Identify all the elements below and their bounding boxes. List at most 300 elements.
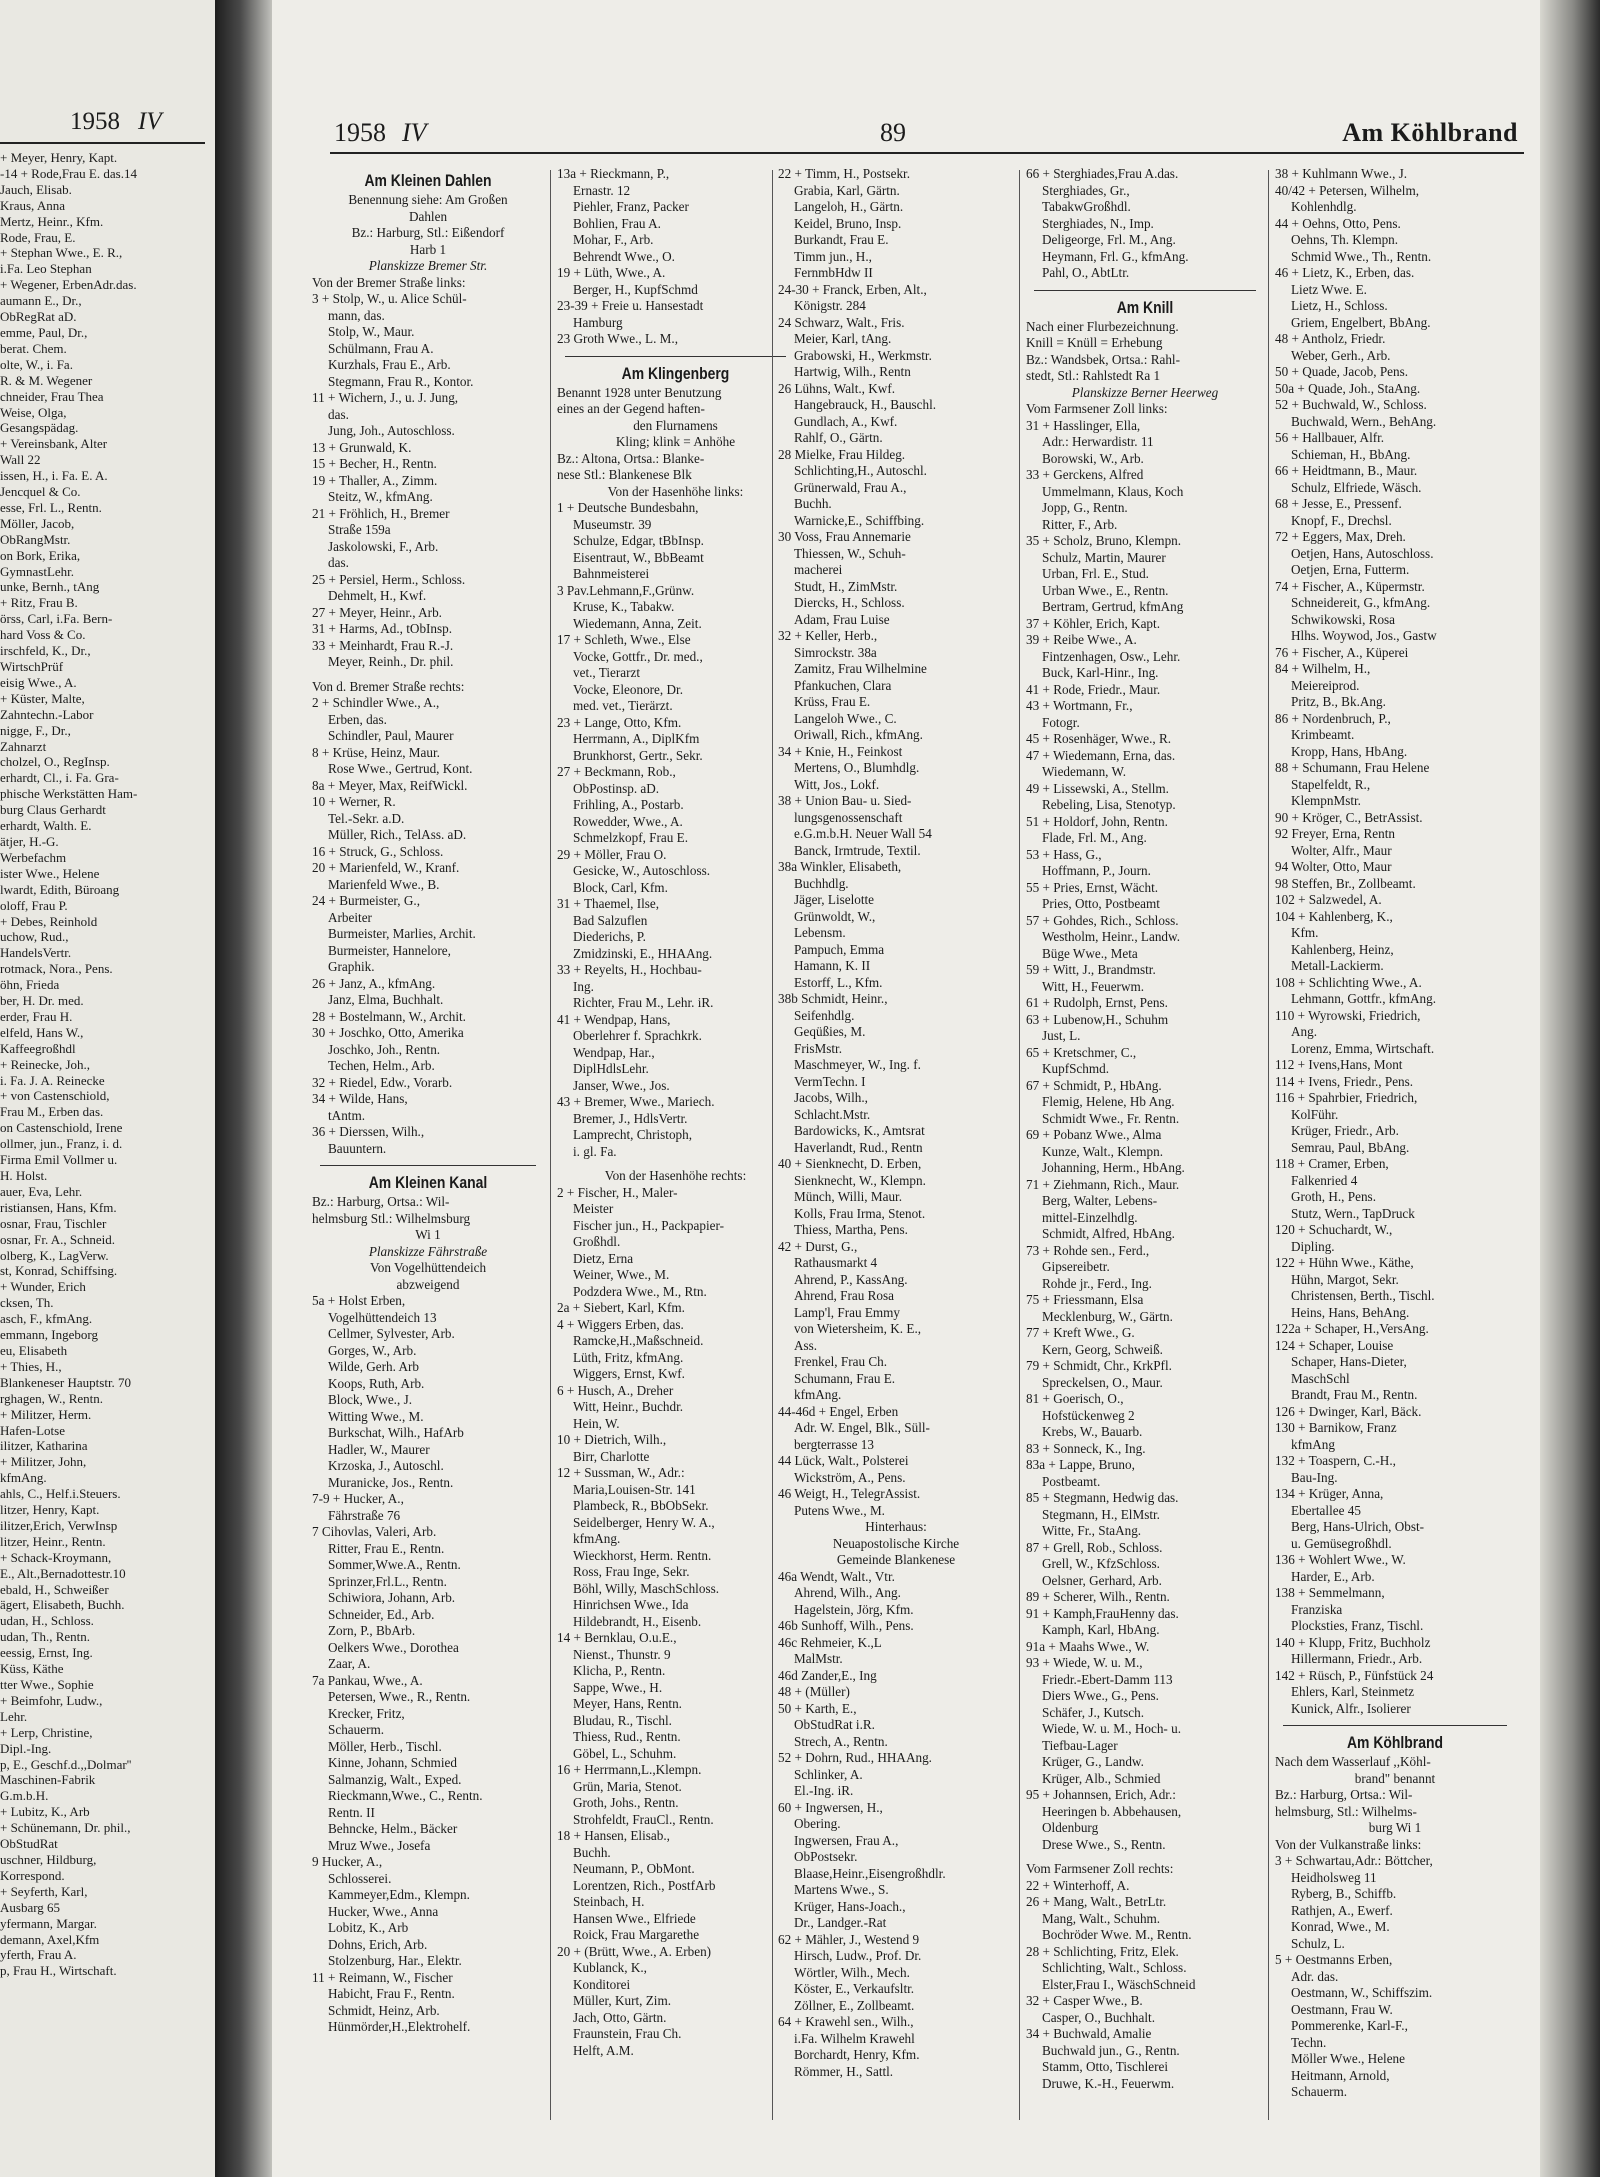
directory-line: 31 + Harms, Ad., tObInsp. (312, 621, 453, 636)
directory-line: 91 + Kamph,FrauHenny das. (1026, 1605, 1179, 1621)
adjacent-page-line: Lehr. (0, 1708, 28, 1724)
resident-entry: macherei (794, 562, 843, 577)
resident-entry: Ross, Frau Inge, Sekr. (573, 1564, 690, 1579)
directory-line: 24 + Burmeister, G., (312, 893, 420, 908)
resident-entry: Habicht, Frau F., Rentn. (328, 1986, 455, 2001)
adjacent-page-line: Ausbarg 65 (0, 1899, 61, 1915)
resident-entry: Hoffmann, P., Journ. (1042, 863, 1151, 878)
resident-entry: Frenkel, Frau Ch. (794, 1354, 888, 1369)
directory-line: 33 + Meinhardt, Frau R.-J. (312, 637, 454, 653)
resident-entry: Kublanck, K., (573, 1960, 647, 1975)
resident-entry: Dipling. (1291, 1238, 1335, 1254)
resident-entry: Jaskolowski, F., Arb. (328, 538, 439, 554)
resident-entry: Müller, Kurt, Zim. (573, 1993, 671, 2008)
directory-line: 73 + Rohde sen., Ferd., (1026, 1242, 1150, 1258)
resident-entry: Fintzenhagen, Osw., Lehr. (1042, 648, 1181, 664)
resident-entry: Grünerwald, Frau A., (794, 479, 907, 495)
resident-entry: Witt, Heinr., Buchdr. (573, 1399, 684, 1414)
adjacent-page-line: + Lerp, Christine, (0, 1724, 93, 1740)
resident-entry: Urban, Frl. E., Stud. (1042, 566, 1149, 581)
adjacent-page-line: unke, Bernh., tAng (0, 579, 100, 595)
resident-entry: Adr. W. Engel, Blk., Süll- (794, 1420, 930, 1435)
resident-entry: Martens Wwe., S. (794, 1882, 889, 1897)
adjacent-page-line: ollmer, jun., Franz, i. d. (0, 1136, 123, 1152)
resident-entry: Dehmelt, H., Kwf. (328, 588, 427, 603)
resident-entry: Herrmann, A., DiplKfm (573, 731, 700, 746)
adjacent-page-line: phische Werkstätten Ham- (0, 786, 138, 802)
adjacent-page-line: berat. Chem. (0, 340, 67, 356)
directory-line: 44 Lück, Walt., Polsterei (778, 1453, 909, 1468)
resident-entry: Behrendt Wwe., O. (573, 248, 675, 264)
directory-line: 15 + Becher, H., Rentn. (312, 456, 437, 471)
resident-entry: Krüger, G., Landw. (1042, 1754, 1144, 1769)
adjacent-page-line: ahls, C., Helf.i.Steuers. (0, 1486, 121, 1502)
adjacent-page-line: + Militzer, Herm. (0, 1406, 92, 1422)
resident-entry: Witt, Jos., Lokf. (794, 776, 880, 792)
directory-line: 74 + Fischer, A., Küpermstr. (1275, 578, 1425, 594)
resident-entry: TabakwGroßhdl. (1042, 199, 1131, 214)
directory-line: Harb 1 (409, 241, 447, 257)
resident-entry: Griem, Engelbert, BbAng. (1291, 314, 1431, 330)
resident-entry: Rentn. II (328, 1804, 375, 1820)
directory-line: Nach einer Flurbezeichnung. (1026, 318, 1179, 334)
directory-line: Gemeinde Blankenese (836, 1552, 956, 1567)
directory-line: 63 + Lubenow,H., Schuhm (1026, 1011, 1169, 1027)
directory-line: 75 + Friessmann, Elsa (1026, 1292, 1144, 1307)
resident-entry: Grünwoldt, W., (794, 908, 876, 924)
directory-line: 39 + Reibe Wwe., A. (1026, 632, 1137, 647)
adjacent-page-line: Maschinen-Fabrik (0, 1772, 96, 1788)
directory-line: 130 + Barnikow, Franz (1275, 1420, 1397, 1435)
directory-line: 23 Groth Wwe., L. M., (557, 331, 678, 346)
resident-entry: Obering. (794, 1816, 841, 1831)
adjacent-page-line: irschfeld, K., Dr., (0, 643, 91, 659)
resident-entry: ObPostsekr. (794, 1849, 858, 1864)
adjacent-page-line: demann, Axel,Kfm (0, 1931, 100, 1947)
resident-entry: Mertens, O., Blumhdlg. (794, 760, 920, 775)
resident-entry: Hamann, K. II (794, 958, 871, 973)
plan-sketch-note: Planskizze Berner Heerweg (1071, 384, 1219, 400)
resident-entry: Blaase,Heinr.,Eisengroßhdlr. (794, 1865, 946, 1881)
resident-entry: Ahrend, Frau Rosa (794, 1288, 894, 1303)
resident-entry: Kahlenberg, Heinz, (1291, 941, 1394, 957)
resident-entry: Krecker, Fritz, (328, 1705, 405, 1721)
adjacent-page-line: + Schünemann, Dr. phil., (0, 1820, 131, 1836)
resident-entry: Schmidt, Heinz, Arb. (328, 2002, 440, 2018)
directory-line: 12 + Sussman, W., Adr.: (557, 1465, 685, 1480)
directory-line: 13a + Rieckmann, P., (557, 166, 670, 181)
directory-line: 92 Freyer, Erna, Rentn (1275, 826, 1395, 841)
column-3 (778, 166, 1014, 2080)
resident-entry: Metall-Lackierm. (1291, 958, 1384, 973)
directory-line: 10 + Werner, R. (312, 794, 396, 809)
directory-line: 51 + Holdorf, John, Rentn. (1026, 813, 1168, 829)
resident-entry: Schmid Wwe., Th., Rentn. (1291, 248, 1432, 264)
plan-sketch-note: Planskizze Fährstraße (368, 1243, 488, 1259)
directory-line: 40 + Sienknecht, D. Erben, (778, 1156, 922, 1171)
directory-line: 48 + Antholz, Friedr. (1275, 331, 1386, 346)
resident-entry: Hlhs. Woywod, Jos., Gastw (1291, 628, 1437, 643)
directory-line: 50 + Karth, E., (778, 1700, 857, 1716)
adjacent-page-line: ätjer, H.-G. (0, 833, 59, 849)
directory-line: 46d Zander,E., Ing (778, 1667, 877, 1683)
resident-entry: Nienst., Thunstr. 9 (573, 1646, 671, 1662)
adjacent-page-line: -14 + Rode,Frau E. das.14 (0, 165, 137, 181)
adjacent-page-line: uchow, Rud., (0, 929, 69, 945)
resident-entry: Berger, H., KupfSchmd (573, 281, 698, 297)
adjacent-page-line: + Wunder, Erich (0, 1279, 86, 1295)
resident-entry: Rathjen, A., Ewerf. (1291, 1902, 1393, 1918)
resident-entry: mann, das. (328, 307, 385, 323)
adjacent-page-line: p, E., Geschf.d.,,Dolmar'' (0, 1756, 132, 1772)
resident-entry: Berg, Hans-Ulrich, Obst- (1291, 1519, 1425, 1534)
directory-line: 10 + Dietrich, Wilh., (557, 1432, 667, 1447)
resident-entry: Fischer jun., H., Packpapier- (573, 1217, 724, 1233)
resident-entry: Diers Wwe., G., Pens. (1042, 1688, 1159, 1703)
resident-entry: Mruz Wwe., Josefa (328, 1837, 431, 1853)
resident-entry: Maria,Louisen-Str. 141 (573, 1481, 696, 1497)
resident-entry: Buck, Karl-Hinr., Ing. (1042, 665, 1159, 680)
resident-entry: Wilde, Gerh. Arb (328, 1359, 420, 1374)
resident-entry: KlempnMstr. (1291, 793, 1361, 808)
directory-line: 59 + Witt, J., Brandmstr. (1026, 962, 1156, 977)
resident-entry: Bahnmeisterei (573, 566, 650, 581)
resident-entry: KolFühr. (1291, 1106, 1339, 1122)
directory-line: 86 + Nordenbruch, P., (1275, 710, 1391, 726)
directory-line: 2a + Siebert, Karl, Kfm. (557, 1300, 685, 1315)
resident-entry: Wolter, Alfr., Maur (1291, 842, 1392, 858)
directory-line: 24-30 + Franck, Erben, Alt., (778, 281, 927, 297)
resident-entry: Bardowicks, K., Amtsrat (794, 1123, 925, 1138)
resident-entry: Müller, Rich., TelAss. aD. (328, 827, 467, 842)
directory-line: 52 + Buchwald, W., Schloss. (1275, 397, 1427, 412)
resident-entry: Rieckmann,Wwe., C., Rentn. (328, 1788, 483, 1803)
directory-line: 122a + Schaper, H.,VersAng. (1275, 1321, 1429, 1336)
directory-line: 44 + Oehns, Otto, Pens. (1275, 215, 1401, 231)
adjacent-page-line: Frau M., Erben das. (0, 1104, 104, 1120)
directory-line: 9 Hucker, A., (312, 1854, 383, 1869)
resident-entry: Techn. (1291, 2034, 1327, 2050)
resident-entry: Westholm, Heinr., Landw. (1042, 929, 1180, 944)
directory-line: Neuapostolische Kirche (832, 1535, 960, 1551)
resident-entry: Graphik. (328, 959, 375, 974)
directory-line: 14 + Bernklau, O.u.E., (557, 1630, 677, 1645)
directory-line: 28 + Bostelmann, W., Archit. (312, 1008, 466, 1024)
resident-entry: Warnicke,E., Schiffbing. (794, 512, 925, 528)
resident-entry: Buchwald jun., G., Rentn. (1042, 2042, 1180, 2058)
adjacent-page-line: öhn, Frieda (0, 977, 60, 993)
directory-line: 83a + Lappe, Bruno, (1026, 1457, 1135, 1472)
directory-line: Von d. Bremer Straße rechts: (312, 678, 465, 694)
directory-line: 46 Weigt, H., TelegrAssist. (778, 1486, 921, 1501)
resident-entry: Flade, Frl. M., Ang. (1042, 830, 1147, 845)
adjacent-page-line: olberg, K., LagVerw. (0, 1247, 109, 1263)
resident-entry: Jung, Joh., Autoschloss. (328, 423, 455, 438)
directory-line: 27 + Meyer, Heinr., Arb. (312, 604, 442, 620)
resident-entry: Schneidereit, G., kfmAng. (1291, 595, 1431, 610)
directory-line: 89 + Scherer, Wilh., Rentn. (1026, 1589, 1170, 1604)
resident-entry: von Wietersheim, K. E., (794, 1321, 922, 1336)
resident-entry: Römmer, H., Sattl. (794, 2063, 894, 2079)
street-heading: Am Kleinen Kanal (368, 1173, 488, 1192)
directory-line: Von der Hasenhöhe rechts: (604, 1168, 747, 1183)
resident-entry: Heymann, Frl. G., kfmAng. (1042, 248, 1189, 264)
resident-entry: Strohfeldt, FrauCl., Rentn. (573, 1811, 714, 1827)
resident-entry: Plambeck, R., BbObSekr. (573, 1498, 709, 1513)
directory-line: 90 + Kröger, C., BetrAssist. (1275, 809, 1423, 825)
directory-line: den Flurnamens (633, 417, 718, 433)
resident-entry: Oelsner, Gerhard, Arb. (1042, 1572, 1162, 1588)
resident-entry: Köster, E., Verkaufsltr. (794, 1981, 915, 1996)
resident-entry: Diercks, H., Schloss. (794, 595, 905, 610)
resident-entry: Muranicke, Jos., Rentn. (328, 1474, 454, 1490)
resident-entry: Steinbach, H. (573, 1894, 645, 1909)
adjacent-page-line: rotmack, Nora., Pens. (0, 961, 113, 977)
adjacent-page-line: aumann E., Dr., (0, 293, 82, 309)
resident-entry: Fährstraße 76 (328, 1507, 401, 1523)
resident-entry: Richter, Frau M., Lehr. iR. (573, 995, 714, 1010)
page-edge (1540, 0, 1600, 2177)
adjacent-page-line: litzer, Henry, Kapt. (0, 1502, 100, 1518)
directory-line: 26 + Mang, Walt., BetrLtr. (1026, 1894, 1167, 1909)
resident-entry: Straße 159a (328, 522, 391, 537)
resident-entry: Heitmann, Arnold, (1291, 2067, 1390, 2083)
resident-entry: Oestmann, Frau W. (1291, 2001, 1393, 2017)
resident-entry: Wieckhorst, Herm. Rentn. (573, 1547, 712, 1563)
adjacent-page-line: p, Frau H., Wirtschaft. (0, 1963, 117, 1979)
resident-entry: Mohar, F., Arb. (573, 232, 654, 247)
resident-entry: Konrad, Wwe., M. (1291, 1919, 1390, 1934)
resident-entry: Hadler, W., Maurer (328, 1441, 430, 1457)
adjacent-page-line: hard Voss & Co. (0, 627, 86, 643)
resident-entry: Wendpap, Har., (573, 1044, 655, 1060)
directory-line: 20 + Marienfeld, W., Kranf. (312, 860, 460, 875)
adjacent-page-line: on Castenschiold, Irene (0, 1120, 123, 1136)
adjacent-page-line: örss, Carl, i.Fa. Bern- (0, 611, 113, 627)
resident-entry: Sienknecht, W., Klempn. (794, 1172, 926, 1188)
adjacent-page-line: cksen, Th. (0, 1295, 54, 1311)
resident-entry: Piehler, Franz, Packer (573, 199, 689, 214)
book-spine (215, 0, 279, 2177)
directory-line: Benannt 1928 unter Benutzung (557, 384, 722, 400)
directory-line: Von der Bremer Straße links: (312, 274, 466, 290)
directory-line: 24 Schwarz, Walt., Fris. (778, 314, 905, 330)
adjacent-page-line: i.Fa. Leo Stephan (0, 261, 92, 277)
resident-entry: Schulz, Elfriede, Wäsch. (1291, 479, 1422, 495)
adjacent-page-line: E., Alt.,Bernadottestr.10 (0, 1565, 126, 1581)
adjacent-page-line: ristiansen, Hans, Kfm. (0, 1199, 117, 1215)
adjacent-page-line: + Lubitz, K., Arb (0, 1804, 90, 1820)
directory-line: 108 + Schlichting Wwe., A. (1275, 974, 1422, 990)
adjacent-page-line: nigge, F., Dr., (0, 722, 71, 738)
resident-entry: Casper, O., Buchhalt. (1042, 2009, 1156, 2025)
adjacent-page-line: tter Wwe., Sophie (0, 1677, 94, 1692)
directory-line: Bz.: Harburg, Stl.: Eißendorf (351, 225, 505, 240)
resident-entry: Rohde jr., Ferd., Ing. (1042, 1275, 1152, 1291)
adjacent-page-line: G.m.b.H. (0, 1788, 49, 1804)
resident-entry: Frihling, A., Postarb. (573, 797, 684, 812)
directory-line: 32 + Casper Wwe., B. (1026, 1993, 1143, 2008)
header-rule (330, 152, 1524, 154)
street-heading: Am Klingenberg (621, 363, 730, 383)
resident-entry: Büge Wwe., Meta (1042, 945, 1138, 961)
resident-entry: Ritter, F., Arb. (1042, 516, 1118, 532)
adjacent-page-line: Werbefachm (0, 849, 67, 865)
directory-line: 43 + Wortmann, Fr., (1026, 698, 1133, 713)
directory-line: 11 + Wichern, J., u. J. Jung, (312, 390, 459, 405)
resident-entry: Pahl, O., AbtLtr. (1042, 265, 1130, 280)
directory-line: 62 + Mähler, J., Westend 9 (778, 1931, 920, 1947)
adjacent-page-line: + Militzer, John, (0, 1454, 87, 1470)
adjacent-page-line: asch, F., kfmAng. (0, 1311, 93, 1327)
section-divider (320, 1157, 536, 1166)
resident-entry: Meiereiprod. (1291, 677, 1360, 693)
resident-entry: Meyer, Reinh., Dr. phil. (328, 654, 454, 669)
resident-entry: i.Fa. Wilhelm Krawehl (794, 2030, 915, 2046)
directory-line: 116 + Spahrbier, Friedrich, (1275, 1090, 1418, 1105)
resident-entry: Diederichs, P. (573, 929, 646, 944)
resident-entry: Zorn, P., BbArb. (328, 1623, 416, 1638)
resident-entry: Krebs, W., Bauarb. (1042, 1424, 1143, 1439)
adjacent-page-line: i. Fa. J. A. Reinecke (0, 1072, 105, 1088)
directory-line: Bz.: Harburg, Ortsa.: Wil- (312, 1194, 450, 1209)
resident-entry: Steitz, W., kfmAng. (328, 489, 433, 504)
adjacent-page-line: eu, Elisabeth (0, 1342, 68, 1358)
directory-line: 112 + Ivens,Hans, Mont (1275, 1057, 1403, 1072)
resident-entry: Buchh. (794, 496, 832, 511)
adjacent-page-line: Gesangspädag. (0, 420, 79, 436)
resident-entry: Kurzhals, Frau E., Arb. (328, 357, 451, 372)
directory-line: 138 + Semmelmann, (1275, 1585, 1385, 1600)
directory-line: 41 + Wendpap, Hans, (557, 1011, 671, 1027)
directory-line: 49 + Lissewski, A., Stellm. (1026, 780, 1169, 796)
directory-line: 34 + Wilde, Hans, (312, 1091, 408, 1106)
resident-entry: Krüss, Frau E. (794, 694, 871, 709)
resident-entry: Meier, Karl, tAng. (794, 331, 892, 346)
resident-entry: Helft, A.M. (573, 2042, 634, 2058)
resident-entry: Schumann, Frau E. (794, 1370, 896, 1386)
street-heading: Am Knill (1116, 297, 1174, 317)
resident-entry: Roick, Frau Margarethe (573, 1927, 700, 1942)
directory-line: 41 + Rode, Friedr., Maur. (1026, 681, 1161, 697)
resident-entry: Münch, Willi, Maur. (794, 1189, 903, 1204)
directory-line: 72 + Eggers, Max, Dreh. (1275, 529, 1406, 544)
resident-entry: Rowedder, Wwe., A. (573, 813, 683, 829)
adjacent-page-line: litzer, Heinr., Rentn. (0, 1533, 106, 1549)
resident-entry: Erben, das. (328, 711, 387, 727)
directory-line: 67 + Schmidt, P., HbAng. (1026, 1077, 1162, 1093)
resident-entry: bergterrasse 13 (794, 1436, 874, 1452)
adjacent-page-line: udan, Th., Rentn. (0, 1629, 91, 1645)
resident-entry: Semrau, Paul, BbAng. (1291, 1139, 1410, 1155)
adjacent-page-line: ber, H. Dr. med. (0, 993, 84, 1009)
adjacent-page-line: erder, Frau H. (0, 1008, 73, 1024)
resident-entry: Marienfeld Wwe., B. (328, 876, 440, 892)
resident-entry: ObPostinsp. aD. (573, 780, 660, 796)
adjacent-page-line: Küss, Käthe (0, 1661, 64, 1677)
adjacent-page-line: ObStudRat (0, 1836, 58, 1852)
adjacent-page-line: Zahnarzt (0, 738, 47, 754)
resident-entry: Zmidzinski, E., HHAAng. (573, 945, 713, 961)
adjacent-page-line: auer, Eva, Lehr. (0, 1183, 83, 1199)
directory-line: 87 + Grell, Rob., Schloss. (1026, 1539, 1163, 1555)
adjacent-page-line: + Seyferth, Karl, (0, 1883, 88, 1899)
adjacent-page-line: Korrespond. (0, 1867, 65, 1883)
resident-entry: Janz, Elma, Buchhalt. (328, 992, 444, 1007)
directory-line: 27 + Beckmann, Rob., (557, 764, 676, 779)
adjacent-page-line: osnar, Frau, Tischler (0, 1215, 107, 1231)
adjacent-page-line: elfeld, Hans W., (0, 1024, 84, 1040)
resident-entry: Hinrichsen Wwe., Ida (573, 1597, 689, 1612)
resident-entry: Schulz, L. (1291, 1935, 1345, 1951)
resident-entry: Witte, Fr., StaAng. (1042, 1523, 1142, 1538)
resident-entry: FernmbHdw II (794, 265, 873, 280)
resident-entry: Urban Wwe., E., Rentn. (1042, 582, 1169, 598)
resident-entry: Heins, Hans, BehAng. (1291, 1304, 1410, 1320)
directory-line: 94 Wolter, Otto, Maur (1275, 859, 1392, 874)
adjacent-page-line: erhardt, Cl., i. Fa. Gra- (0, 770, 119, 786)
adjacent-page-line: + Wegener, ErbenAdr.das. (0, 277, 137, 293)
resident-entry: med. vet., Tierärzt. (573, 698, 673, 713)
directory-line: Knill = Knüll = Erhebung (1026, 335, 1163, 350)
resident-entry: Timm jun., H., (794, 248, 872, 264)
resident-entry: Möller Wwe., Helene (1291, 2051, 1406, 2066)
adjacent-page-line: erhardt, Walth. E. (0, 818, 92, 834)
adjacent-page-line: + Debes, Reinhold (0, 913, 98, 929)
directory-line: 22 + Timm, H., Postsekr. (778, 166, 911, 181)
resident-entry: Birr, Charlotte (573, 1448, 650, 1464)
directory-line: 84 + Wilhelm, H., (1275, 661, 1371, 676)
resident-entry: Stutz, Wern., TapDruck (1291, 1205, 1415, 1221)
directory-line: 26 + Janz, A., kfmAng. (312, 975, 436, 991)
resident-entry: Pommerenke, Karl-F., (1291, 2018, 1408, 2033)
directory-line: 19 + Lüth, Wwe., A. (557, 265, 666, 280)
resident-entry: Vocke, Eleonore, Dr. (573, 681, 683, 697)
adjacent-page-line: ObRangMstr. (0, 531, 71, 547)
directory-line: 32 + Keller, Herb., (778, 628, 878, 643)
resident-entry: Pries, Otto, Postbeamt (1042, 896, 1160, 911)
directory-line: 30 Voss, Frau Annemarie (778, 529, 911, 544)
resident-entry: Friedr.-Ebert-Damm 113 (1042, 1671, 1173, 1687)
resident-entry: Hagelstein, Jörg, Kfm. (794, 1601, 914, 1617)
directory-line: 52 + Dohrn, Rud., HHAAng. (778, 1750, 932, 1765)
resident-entry: Lobitz, K., Arb (328, 1920, 409, 1935)
resident-entry: Lüth, Fritz, kfmAng. (573, 1349, 684, 1365)
adjacent-page-line: Mertz, Heinr., Kfm. (0, 213, 104, 229)
resident-entry: Weber, Gerh., Arb. (1291, 347, 1391, 363)
resident-entry: Schwikowski, Rosa (1291, 611, 1396, 627)
resident-entry: Vocke, Gottfr., Dr. med., (573, 648, 703, 664)
resident-entry: Schlichting,H., Autoschl. (794, 463, 927, 478)
directory-line: 53 + Hass, G., (1026, 846, 1102, 862)
resident-entry: Hillermann, Friedr., Arb. (1291, 1651, 1423, 1666)
directory-line: burg Wi 1 (1368, 1820, 1422, 1835)
resident-entry: Lamp'l, Frau Emmy (794, 1304, 901, 1320)
resident-entry: Weiner, Wwe., M. (573, 1267, 670, 1282)
directory-line: 3 Pav.Lehmann,F.,Grünw. (557, 582, 695, 598)
adjacent-page-line: emme, Paul, Dr., (0, 324, 88, 340)
directory-line: 29 + Möller, Frau O. (557, 846, 667, 862)
resident-entry: lungsgenossenschaft (794, 809, 903, 825)
resident-entry: Flemig, Helene, Hb Ang. (1042, 1094, 1175, 1109)
resident-entry: Simrockstr. 38a (794, 644, 877, 660)
resident-entry: Maschmeyer, W., Ing. f. (794, 1057, 921, 1072)
directory-line: 65 + Kretschmer, C., (1026, 1044, 1137, 1060)
adjacent-page-entries (0, 150, 205, 1979)
adjacent-page-line: GymnastLehr. (0, 563, 75, 579)
resident-entry: Kammeyer,Edm., Klempn. (328, 1887, 470, 1902)
adjacent-page-line: Jauch, Elisab. (0, 181, 72, 197)
